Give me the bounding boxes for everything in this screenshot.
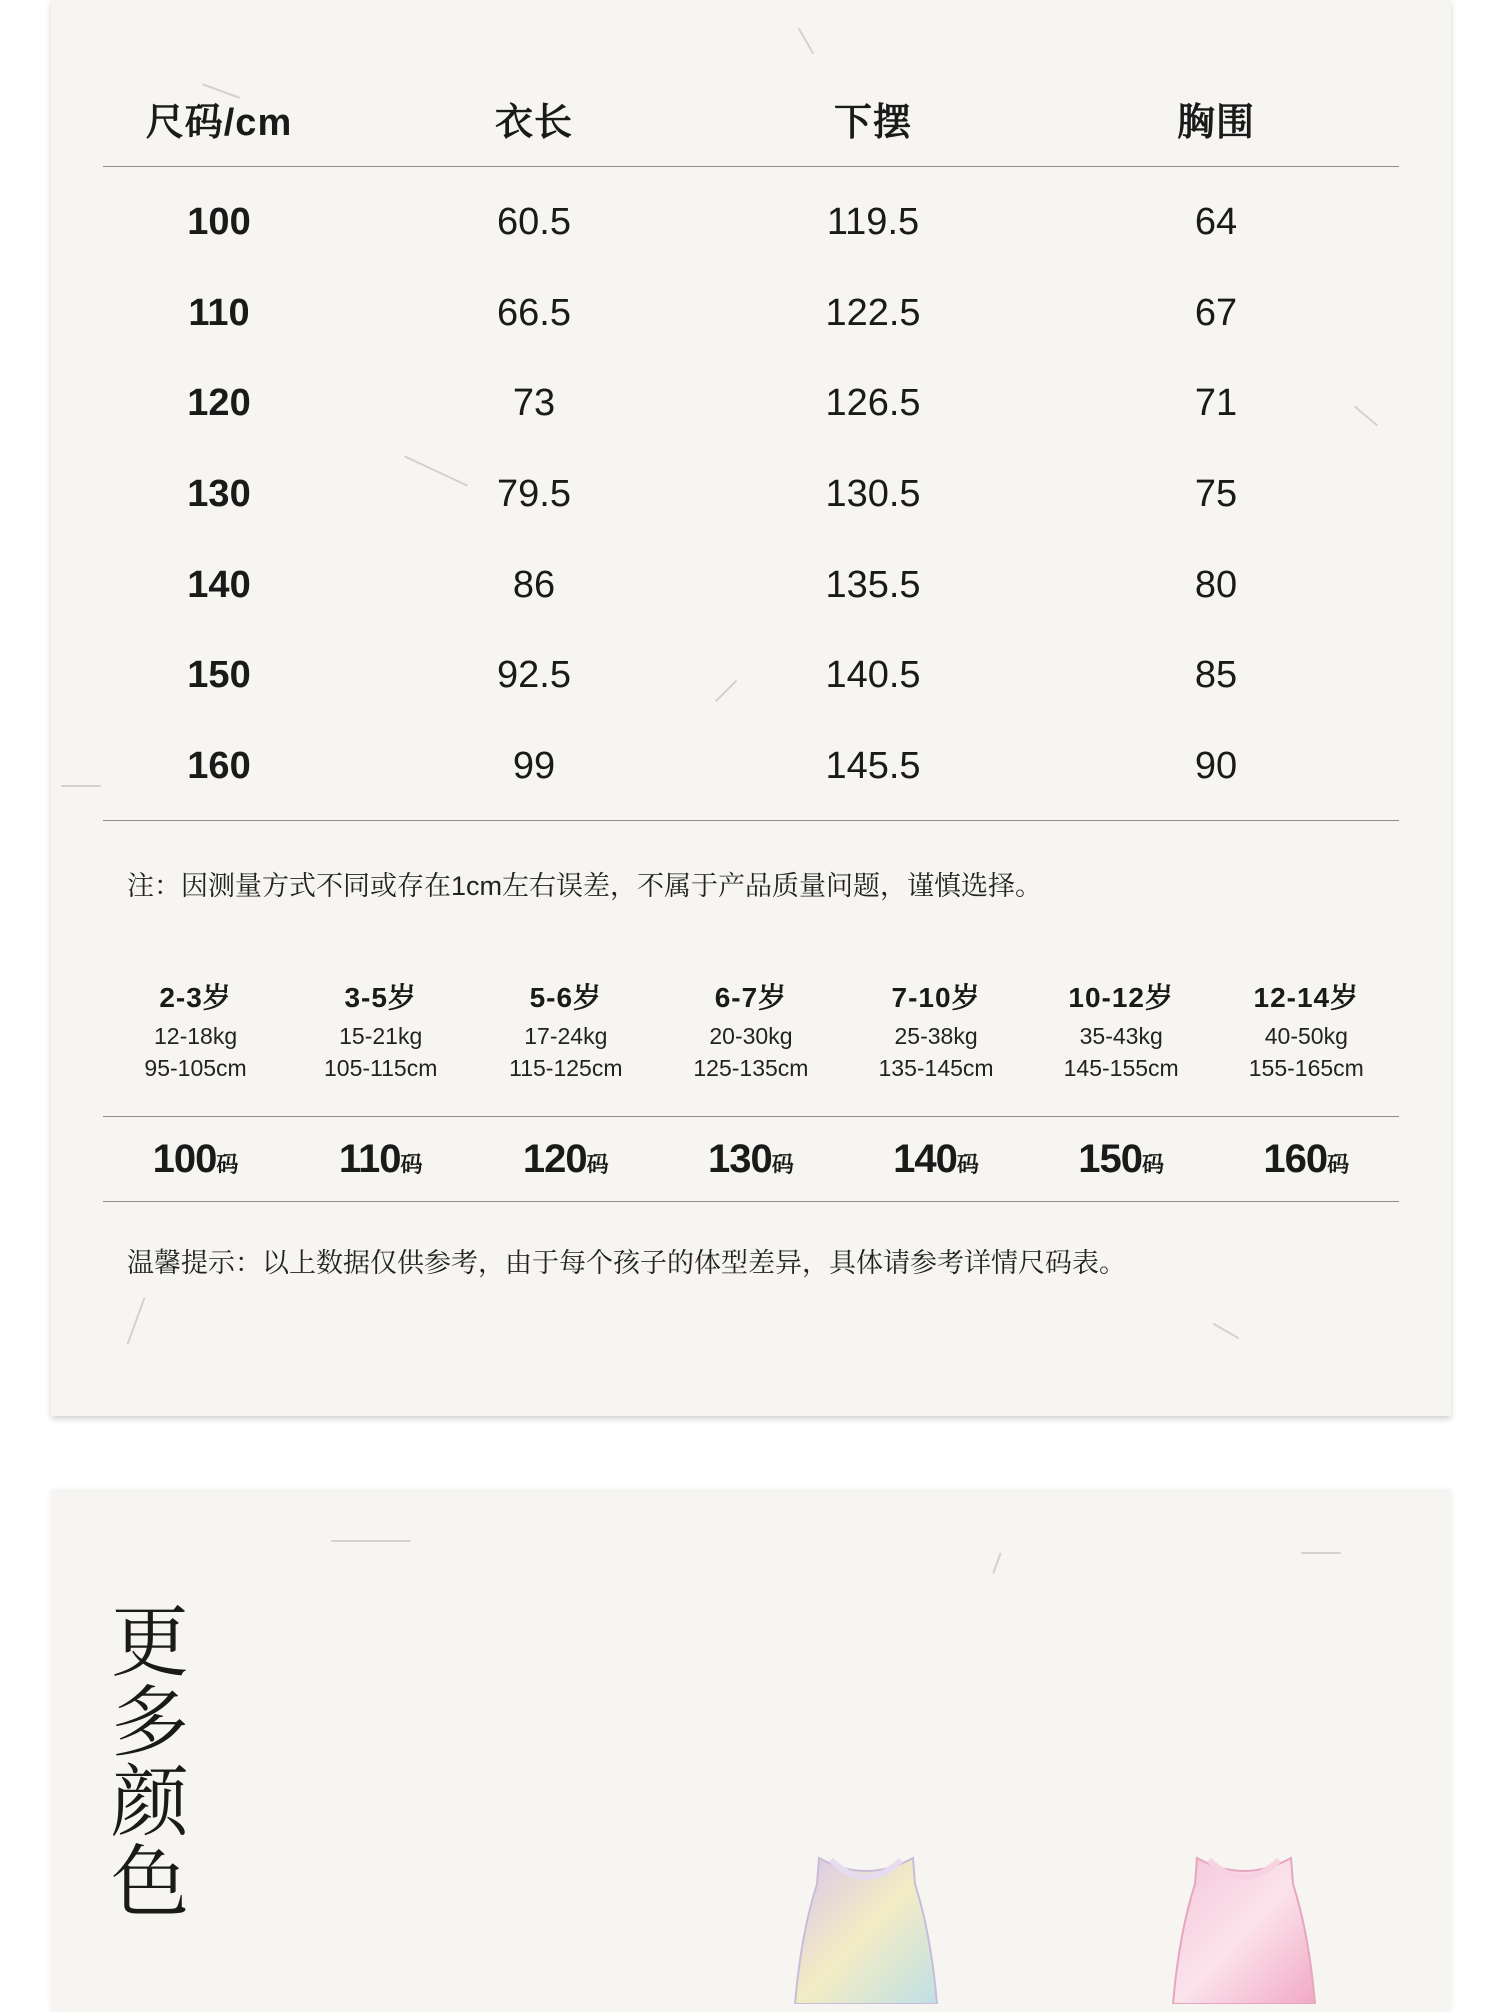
- hem-cell: 122.5: [825, 291, 921, 334]
- age-column: [103, 976, 288, 1084]
- table-row: [103, 177, 1399, 268]
- size-cell: 110: [188, 291, 250, 334]
- size-cell: 150: [187, 654, 251, 697]
- size-table-header: [103, 70, 1399, 167]
- paper-fleck: [992, 1552, 1001, 1573]
- more-colors-card: [51, 1492, 1451, 2012]
- age-label: 2-3岁: [159, 982, 232, 1013]
- weight-range: 40-50kg: [1264, 1023, 1348, 1049]
- paper-fleck: [1301, 1552, 1341, 1554]
- size-mapping-cell: [658, 1137, 843, 1182]
- size-mapping-cell: [103, 1137, 288, 1182]
- table-row: [103, 721, 1399, 812]
- size-cell: 100: [187, 200, 251, 243]
- table-row: [103, 449, 1399, 540]
- title-char: 更: [111, 1598, 190, 1686]
- chest-cell: 80: [1194, 563, 1238, 606]
- size-cell: 140: [187, 563, 251, 606]
- height-range: 125-135cm: [693, 1055, 809, 1081]
- age-column: [844, 976, 1029, 1084]
- height-range: 145-155cm: [1063, 1055, 1179, 1081]
- age-label: 5-6岁: [529, 982, 603, 1013]
- height-range: 155-165cm: [1248, 1055, 1364, 1081]
- size-unit: 码: [400, 1151, 423, 1177]
- length-cell: 66.5: [497, 291, 571, 334]
- age-label: 10-12岁: [1068, 982, 1174, 1013]
- age-column: [658, 976, 843, 1084]
- size-chart-card: [51, 0, 1451, 1416]
- table-row: [103, 268, 1399, 359]
- title-char: 颜: [111, 1758, 190, 1846]
- size-number: 120: [522, 1136, 587, 1181]
- table-row: [103, 540, 1399, 631]
- header-length: 衣长: [494, 101, 573, 144]
- age-label: 6-7岁: [714, 982, 788, 1013]
- header-size: 尺码/cm: [145, 101, 293, 144]
- hem-cell: 145.5: [825, 744, 921, 787]
- size-mapping-cell: [844, 1137, 1029, 1182]
- length-cell: 60.5: [497, 200, 571, 243]
- chest-cell: 75: [1194, 472, 1238, 515]
- age-label: 7-10岁: [891, 982, 981, 1013]
- weight-range: 17-24kg: [524, 1023, 608, 1049]
- size-table-body: [103, 167, 1399, 821]
- size-number: 100: [152, 1136, 217, 1181]
- age-guide: [103, 976, 1399, 1084]
- size-unit: 码: [1327, 1151, 1350, 1177]
- age-column: [1214, 976, 1399, 1084]
- size-mapping-cell: [473, 1137, 658, 1182]
- size-number: 110: [338, 1136, 401, 1181]
- paper-fleck: [61, 785, 101, 787]
- chest-cell: 71: [1194, 382, 1238, 425]
- size-number: 140: [893, 1136, 957, 1181]
- paper-fleck: [331, 1540, 411, 1542]
- size-mapping-cell: [288, 1137, 473, 1182]
- length-cell: 92.5: [497, 654, 571, 697]
- measurement-note: 注：因测量方式不同或存在1cm左右误差，不属于产品质量问题，谨慎选择。: [127, 871, 1043, 901]
- weight-range: 20-30kg: [709, 1023, 793, 1049]
- title-char: 色: [111, 1838, 190, 1926]
- table-row: [103, 358, 1399, 449]
- size-mapping-cell: [1214, 1137, 1399, 1182]
- header-hem: 下摆: [833, 101, 912, 144]
- size-unit: 码: [956, 1151, 979, 1177]
- header-chest: 胸围: [1176, 101, 1255, 144]
- weight-range: 35-43kg: [1079, 1023, 1163, 1049]
- weight-range: 25-38kg: [894, 1023, 978, 1049]
- paper-fleck: [798, 28, 815, 55]
- size-number: 150: [1078, 1136, 1143, 1181]
- table-row: [103, 630, 1399, 721]
- height-range: 105-115cm: [324, 1055, 438, 1081]
- hem-cell: 140.5: [825, 654, 921, 697]
- hem-cell: 135.5: [825, 563, 921, 606]
- height-range: 135-145cm: [878, 1055, 994, 1081]
- size-unit: 码: [771, 1151, 794, 1177]
- weight-range: 15-21kg: [339, 1023, 423, 1049]
- size-mapping-cell: [1029, 1137, 1214, 1182]
- chest-cell: 90: [1194, 744, 1238, 787]
- weight-range: 12-18kg: [154, 1023, 238, 1049]
- height-range: 115-125cm: [509, 1055, 623, 1081]
- length-cell: 73: [512, 382, 556, 425]
- size-unit: 码: [586, 1151, 609, 1177]
- size-unit: 码: [1142, 1151, 1165, 1177]
- length-cell: 86: [512, 563, 556, 606]
- lavender-dress-image[interactable]: [791, 1854, 941, 2004]
- hem-cell: 126.5: [825, 382, 921, 425]
- pink-dress-image[interactable]: [1169, 1854, 1319, 2004]
- paper-fleck: [127, 1297, 146, 1345]
- size-cell: 120: [187, 382, 251, 425]
- chest-cell: 67: [1194, 291, 1238, 334]
- chest-cell: 64: [1194, 200, 1238, 243]
- size-table: [103, 70, 1399, 821]
- age-label: 12-14岁: [1253, 982, 1360, 1013]
- height-range: 95-105cm: [144, 1055, 247, 1081]
- paper-fleck: [1213, 1323, 1240, 1340]
- length-cell: 79.5: [497, 472, 571, 515]
- warm-tip: 温馨提示：以上数据仅供参考，由于每个孩子的体型差异，具体请参考详情尺码表。: [127, 1248, 1126, 1278]
- age-label: 3-5岁: [344, 982, 417, 1013]
- length-cell: 99: [512, 744, 556, 787]
- size-number: 160: [1263, 1136, 1328, 1181]
- age-column: [1029, 976, 1214, 1084]
- chest-cell: 85: [1194, 654, 1238, 697]
- title-char: 多: [111, 1678, 190, 1766]
- size-number: 130: [708, 1136, 772, 1181]
- more-colors-title: [111, 1598, 201, 1926]
- age-column: [288, 976, 473, 1084]
- hem-cell: 130.5: [825, 472, 921, 515]
- size-unit: 码: [216, 1151, 239, 1177]
- size-mapping-row: [103, 1116, 1399, 1202]
- hem-cell: 119.5: [826, 200, 920, 243]
- size-cell: 160: [187, 744, 251, 787]
- size-cell: 130: [187, 472, 251, 515]
- age-column: [473, 976, 658, 1084]
